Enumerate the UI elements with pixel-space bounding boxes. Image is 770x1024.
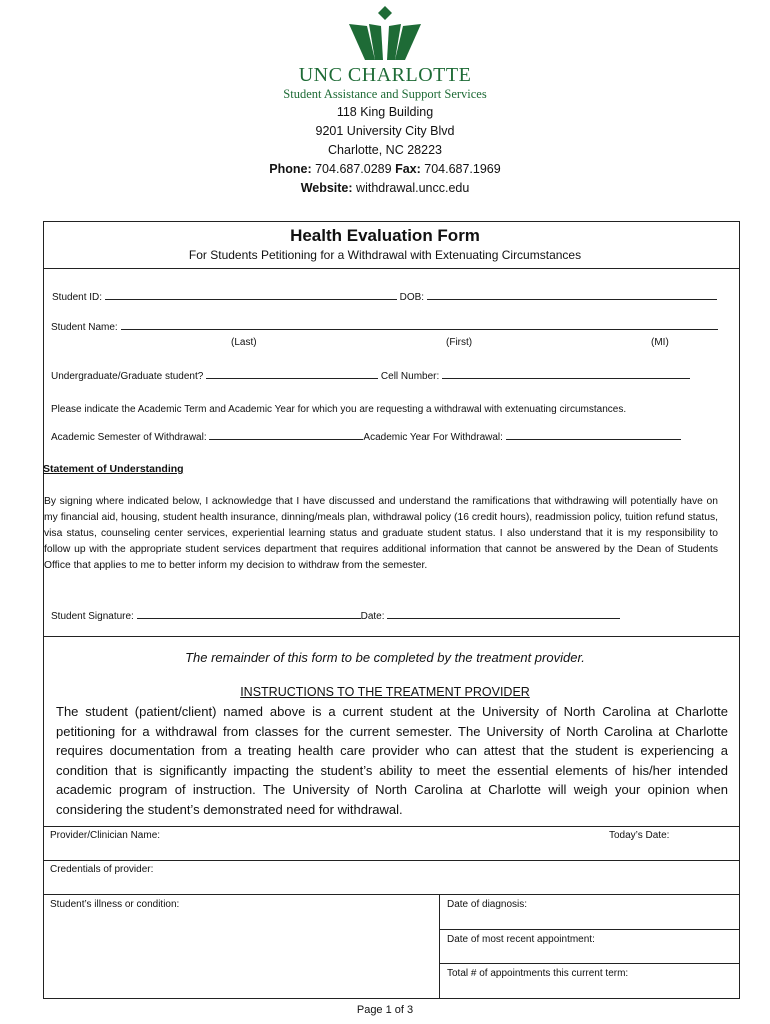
form-subtitle: For Students Petitioning for a Withdrawal with Extenuating Circumstances [188, 248, 582, 262]
cell-label: Cell Number: [380, 371, 440, 382]
first-name-caption: (First) [446, 337, 473, 348]
phone-label: Phone: [269, 162, 312, 176]
provider-name-label[interactable]: Provider/Clinician Name: [50, 830, 161, 841]
credentials-label[interactable]: Credentials of provider: [50, 864, 154, 875]
instructions-heading: INSTRUCTIONS TO THE TREATMENT PROVIDER [240, 685, 530, 699]
signature-date-label: Date: [360, 611, 385, 622]
diagnosis-date-label[interactable]: Date of diagnosis: [447, 899, 528, 910]
divider [439, 929, 740, 930]
page-number: Page 1 of 3 [356, 1004, 414, 1016]
level-row [51, 369, 690, 382]
student-id-label: Student ID: [52, 292, 103, 303]
address-line-1: 118 King Building [336, 105, 434, 119]
recent-appointment-label[interactable]: Date of most recent appointment: [447, 934, 595, 945]
divider-vertical [439, 894, 440, 999]
student-name-row [51, 320, 718, 333]
website-label: Website: [300, 181, 353, 195]
statement-heading: Statement of Understanding [43, 463, 184, 475]
unc-charlotte-logo-icon [345, 4, 425, 64]
brand-subtitle: Student Assistance and Support Services [283, 87, 487, 101]
fax-label: Fax: [395, 162, 421, 176]
student-id-field[interactable] [105, 290, 397, 300]
divider [43, 860, 740, 861]
address-line-3: Charlotte, NC 28223 [328, 143, 442, 157]
divider [43, 636, 740, 637]
student-name-label: Student Name: [51, 322, 118, 333]
level-label: Undergraduate/Graduate student? [51, 371, 204, 382]
form-title: Health Evaluation Form [290, 226, 480, 245]
dob-label: DOB: [399, 292, 425, 303]
remainder-note: The remainder of this form to be completed by the treatment provider. [185, 650, 585, 665]
signature-date-field[interactable] [387, 609, 620, 619]
fax-value: 704.687.1969 [424, 162, 501, 176]
divider [439, 963, 740, 964]
contact-line [0, 160, 770, 179]
brand-name: UNC CHARLOTTE [298, 64, 472, 86]
dob-field[interactable] [427, 290, 717, 300]
year-field[interactable] [506, 430, 681, 440]
address-line-2: 9201 University City Blvd [315, 124, 455, 138]
divider [43, 268, 740, 269]
student-id-row [52, 290, 717, 303]
divider [43, 826, 740, 827]
illness-label[interactable]: Student’s illness or condition: [50, 899, 180, 910]
signature-label: Student Signature: [51, 611, 134, 622]
semester-label: Academic Semester of Withdrawal: [51, 432, 207, 443]
level-field[interactable] [206, 369, 378, 379]
phone-value: 704.687.0289 [315, 162, 392, 176]
last-name-caption: (Last) [231, 337, 257, 348]
mi-caption: (MI) [651, 337, 669, 348]
year-label: Academic Year For Withdrawal: [363, 432, 503, 443]
instructions-text: The student (patient/client) named above is a current student at the University of North Carolina at Charlotte petitioning for a withdrawal from classes for the current semester. The University of North Carolina at Charlotte requires documentation from a treating health care provider who can attest that the student is experiencing a condition that is significantly impacting the student’s ability to meet the essential elements of his/her intended academic program of instruction. The University of North Carolina at Charlotte will weigh your opinion when considering the student’s demonstrated need for withdrawal. [56, 704, 728, 817]
website-link[interactable]: withdrawal.uncc.edu [356, 181, 470, 195]
address-block [0, 103, 770, 198]
website-line [0, 179, 770, 198]
statement-text: By signing where indicated below, I acknowledge that I have discussed and understand the ramifications that withdrawing will potentially have on my financial aid, housing, student health insurance, dinning/meals plan, withdrawal policy (16 credit hours), readmission policy, tuition refund status, visa status, counseling center services, experiential learning status and graduate student status. I also understand that it is my responsibility to follow up with the appropriate student services department that requires additional information that cannot be answered by the Dean of Students Office that applies to me to better inform my decision to withdraw from the semester. [44, 496, 718, 571]
semester-row [51, 430, 681, 443]
student-name-field[interactable] [121, 320, 718, 330]
total-appointments-label[interactable]: Total # of appointments this current term: [447, 968, 629, 979]
term-instruction: Please indicate the Academic Term and Academic Year for which you are requesting a withdrawal with extenuating circumstances. [51, 404, 627, 415]
cell-field[interactable] [442, 369, 690, 379]
signature-field[interactable] [137, 609, 361, 619]
todays-date-label[interactable]: Today’s Date: [609, 830, 670, 841]
divider [43, 894, 740, 895]
signature-row [51, 609, 620, 622]
semester-field[interactable] [209, 430, 363, 440]
